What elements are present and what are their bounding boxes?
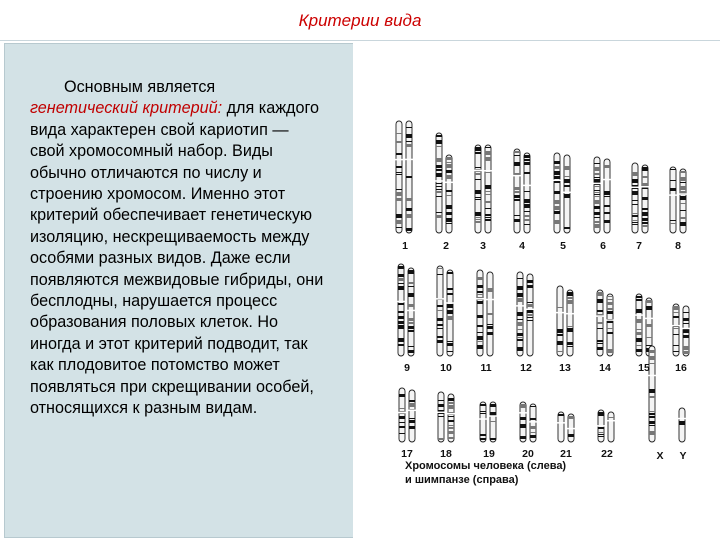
chromosome	[409, 390, 416, 442]
chromosome	[567, 290, 574, 356]
chromosome	[670, 167, 677, 233]
chromosome	[487, 272, 494, 356]
chromosome	[679, 408, 686, 442]
chromosome-label: 6	[600, 240, 606, 252]
chromosome-label: 9	[404, 362, 410, 374]
slide-title: Критерии вида	[298, 11, 422, 30]
chromosome-label: 15	[638, 362, 650, 374]
karyotype-figure	[384, 58, 702, 490]
chromosome	[680, 169, 687, 233]
chromosome	[604, 159, 611, 233]
genetic-criterion-highlight: генетический критерий:	[30, 99, 223, 118]
chromosome	[447, 270, 454, 356]
chromosome	[438, 392, 445, 442]
chromosome	[446, 155, 453, 233]
chromosome	[406, 121, 413, 233]
chromosome	[517, 272, 524, 356]
chromosome	[558, 412, 565, 442]
chromosome	[568, 414, 575, 442]
chromosome-label: 7	[636, 240, 642, 252]
chromosome-label: 18	[440, 448, 452, 460]
chromosome	[480, 402, 487, 442]
caption-line: Хромосомы человека (слева)	[405, 460, 567, 472]
chromosome-label: 5	[560, 240, 566, 252]
chromosome-label: 2	[443, 240, 449, 252]
chromosome	[594, 157, 601, 233]
chromosome-label: 1	[402, 240, 408, 252]
chromosome	[673, 304, 680, 356]
figure-caption	[405, 460, 655, 487]
chromosome	[598, 410, 605, 442]
chromosome	[649, 346, 656, 442]
chromosome-label: 11	[480, 362, 492, 374]
chromosome	[642, 165, 649, 233]
chromosome	[524, 153, 531, 233]
chromosome	[514, 149, 521, 233]
paragraph-intro: Основным является	[64, 78, 216, 96]
chromosome-label: 3	[480, 240, 486, 252]
chromosome	[408, 268, 415, 356]
chromosome-label: 12	[520, 362, 532, 374]
chromosome	[477, 270, 484, 356]
chromosome-label: 19	[483, 448, 495, 460]
chromosome	[530, 404, 537, 442]
chromosome	[475, 145, 482, 233]
chromosome	[490, 402, 497, 442]
chromosome-label: 22	[601, 448, 613, 460]
chromosome-label: Y	[679, 450, 687, 462]
chromosome	[485, 145, 492, 233]
chromosome-label: 4	[519, 240, 525, 252]
body-paragraph	[30, 77, 326, 420]
chromosome	[520, 402, 527, 442]
caption-line: и шимпанзе (справа)	[405, 473, 519, 486]
chromosome	[437, 266, 444, 356]
chromosome	[448, 394, 455, 442]
chromosome-label: 8	[675, 240, 681, 252]
chromosome-label: 13	[559, 362, 571, 374]
chromosome	[554, 153, 561, 233]
chromosome	[396, 121, 403, 233]
chromosome-label: 14	[599, 362, 611, 374]
chromosome	[527, 274, 534, 356]
chromosome	[632, 163, 639, 233]
chromosome-label: 21	[560, 448, 572, 460]
chromosome	[608, 412, 615, 442]
chromosome	[607, 294, 614, 356]
chromosome	[683, 306, 690, 356]
chromosome	[636, 294, 643, 356]
chromosome	[557, 286, 564, 356]
title-bar	[0, 0, 720, 41]
chromosome-label: 17	[401, 448, 413, 460]
chromosome	[398, 264, 405, 356]
chromosome	[436, 133, 443, 233]
chromosome	[399, 388, 406, 442]
karyotype-image	[384, 58, 702, 490]
paragraph-rest: для каждого вида характерен свой кариотип — свой хромосомный набор. Виды обычно отличаются по числу и строению хромосом. Именно этот критерий обеспечивает генетическую изоляцию, нескрещиваемость между особями разных видов. Даже если появляются межвидовые гибриды, они бесплодны, нарушается процесс образования половых клеток. Но иногда и этот критерий подводит, так как плодовитое потомство может появляться при скрещивании особей, относящихся к разным видам.	[30, 99, 324, 418]
chromosome-label: 20	[522, 448, 534, 460]
chromosome-label: 10	[440, 362, 452, 374]
chromosome	[597, 290, 604, 356]
chromosome	[564, 155, 571, 233]
body-text	[30, 77, 326, 420]
chromosome-label: X	[656, 450, 664, 462]
chromosome-label: 16	[675, 362, 687, 374]
